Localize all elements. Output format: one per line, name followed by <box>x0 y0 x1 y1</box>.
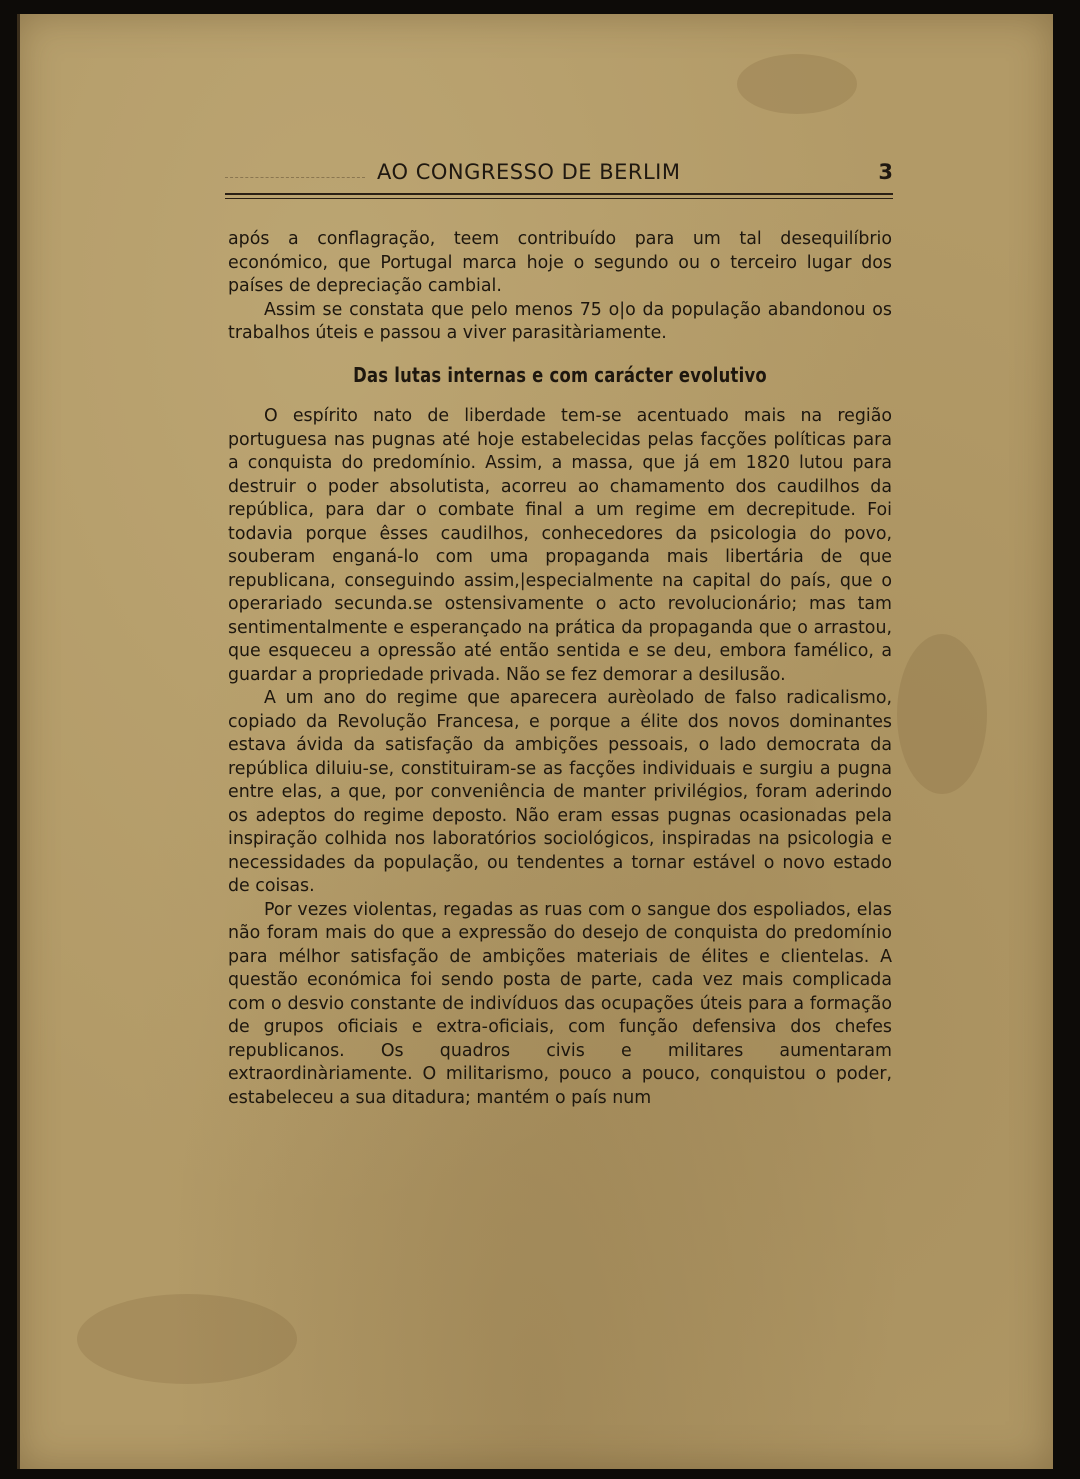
section-heading: Das lutas internas e com carácter evolutivo <box>353 362 767 387</box>
page-number: 3 <box>878 160 893 184</box>
paper-stain <box>737 54 857 114</box>
paragraph-2: Assim se constata que pelo menos 75 o|o da população abandonou os trabalhos úteis e passou a viver parasitàriamente. <box>228 299 892 343</box>
paragraph-5: Por vezes violentas, regadas as ruas com o sangue dos espoliados, elas não foram mais do que a expressão do desejo de conquista do predomínio para mélhor satisfação de ambições materiais de élites e clientelas. A questão económica foi sendo posta de parte, cada vez mais complicada com o desvio constante de indivíduos das ocupações úteis para a formação de grupos oficiais e extra-oficiais, com função defensiva dos chefes republicanos. Os quadros civis e militares aumentaram extraordinàriamente. O militarismo, pouco a pouco, conquistou o poder, estabeleceu a sua ditadura; mantém o país num <box>228 899 892 1108</box>
header-rule <box>225 193 893 195</box>
running-header <box>225 160 893 192</box>
paragraph-3: O espírito nato de liberdade tem-se acentuado mais na região portuguesa nas pugnas até hoje estabelecidas pelas facções políticas para a conquista do predomínio. Assim, a massa, que já em 1820 lutou para destruir o poder absolutista, acorreu ao chamamento dos caudilhos da república, para dar o combate final a um regime em decrepitude. Foi todavia porque êsses caudilhos, conhecedores da psicologia do povo, souberam enganá-lo com uma propaganda mais libertária de que republicana, conseguindo assim,|especialmente na capital do país, que o operariado secunda.se ostensivamente o acto revolucionário; mas tam sentimentalmente e esperançado na prática da propaganda que o arrastou, que esqueceu a opressão até então sentida e se deu, embora famélico, a guardar a propriedade privada. Não se fez demorar a desilusão. <box>228 406 892 685</box>
running-title: AO CONGRESSO DE BERLIM <box>377 160 681 184</box>
paper-stain <box>77 1294 297 1384</box>
header-rule-thin <box>225 198 893 199</box>
paragraph-1: após a conflagração, teem contribuído para um tal desequilíbrio económico, que Portugal marca hoje o segundo ou o terceiro lugar dos países de depreciação cambial. <box>228 229 892 296</box>
paper-left-edge <box>17 14 20 1469</box>
paper-stain <box>897 634 987 794</box>
body-text <box>228 228 892 1110</box>
paragraph-4: A um ano do regime que aparecera aurèolado de falso radicalismo, copiado da Revolução Francesa, e porque a élite dos novos dominantes estava ávida da satisfação da ambições pessoais, o lado democrata da república diluiu-se, constituiram-se as facções individuais e surgiu a pugna entre elas, a que, por conveniência de manter privilégios, foram aderindo os adeptos do regime deposto. Não eram essas pugnas ocasionadas pela inspiração colhida nos laboratórios sociológicos, inspiradas na psicologia e necessidades da população, ou tendentes a tornar estável o novo estado de coisas. <box>228 688 892 896</box>
header-dash <box>225 177 365 178</box>
